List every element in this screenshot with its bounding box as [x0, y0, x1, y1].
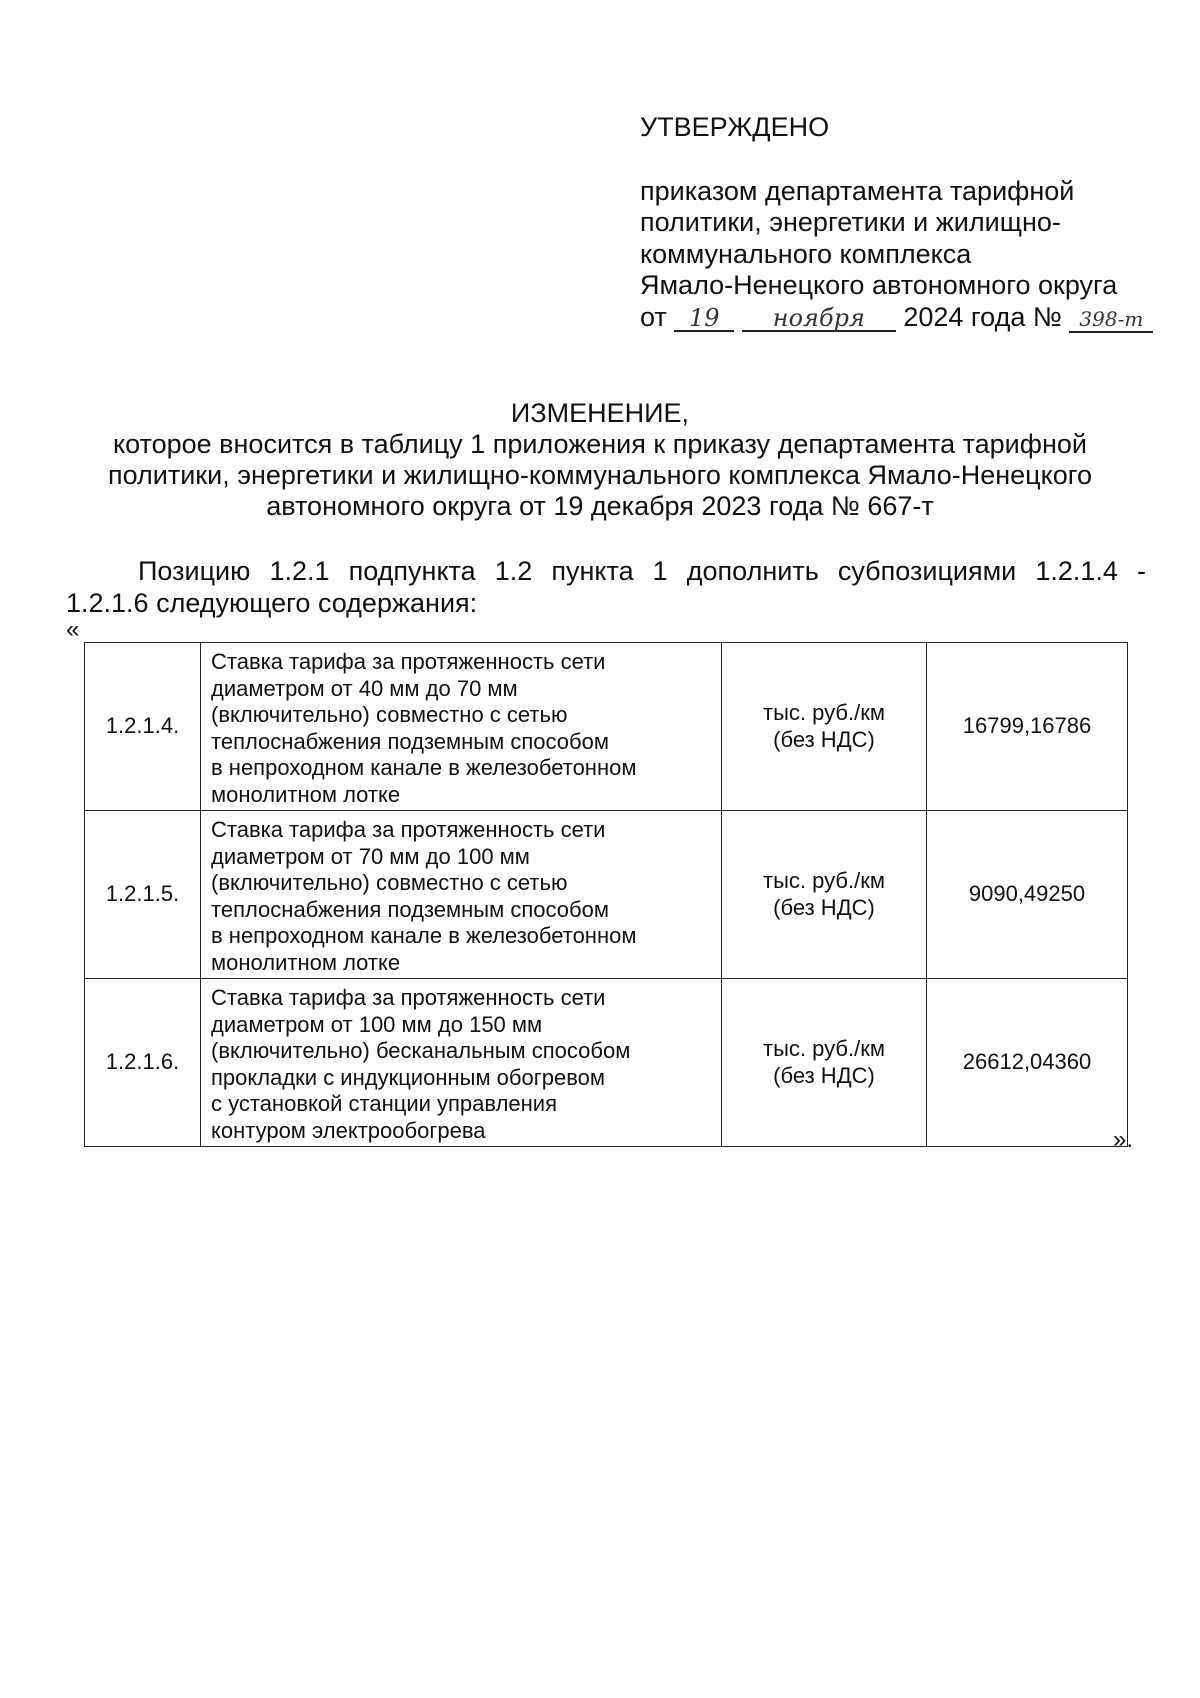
description-line: монолитном лотке: [211, 781, 401, 807]
description-line: теплоснабжения подземным способом: [211, 896, 609, 922]
unit-line: тыс. руб./км: [763, 868, 885, 893]
title-main: ИЗМЕНЕНИЕ,: [510, 398, 690, 428]
unit-line: (без НДС): [773, 1062, 875, 1088]
year-text: 2024 года №: [903, 301, 1062, 332]
approval-heading: УТВЕРЖДЕНО: [640, 112, 830, 142]
position-description: [201, 643, 722, 811]
intro-line-1: Позицию 1.2.1 подпункта 1.2 пункта 1 дополнить субпозициями 1.2.1.4 -: [138, 556, 1146, 586]
table-row: [85, 643, 1128, 811]
unit-cell: [722, 979, 927, 1147]
title-line: которое вносится в таблицу 1 приложения к приказу департамента тарифной: [113, 429, 1087, 459]
description-line: контуром электрообогрева: [211, 1117, 486, 1143]
description-line: диаметром от 40 мм до 70 мм: [211, 675, 518, 701]
opening-quote: «: [66, 616, 80, 643]
tariff-value: 9090,49250: [927, 811, 1128, 979]
description-line: (включительно) бесканальным способом: [211, 1038, 631, 1063]
unit-line: тыс. руб./км: [763, 700, 885, 725]
unit-cell: [722, 643, 927, 811]
unit-line: (без НДС): [773, 726, 875, 752]
unit-cell: [722, 811, 927, 979]
unit-line: (без НДС): [773, 894, 875, 920]
title-line: автономного округа от 19 декабря 2023 года № 667-т: [266, 491, 934, 521]
description-line: с установкой станции управления: [211, 1091, 558, 1116]
approval-line: политики, энергетики и жилищно-: [640, 207, 1061, 237]
description-line: прокладки с индукционным обогревом: [211, 1064, 606, 1090]
approval-line: приказом департамента тарифной: [640, 175, 1075, 206]
handwritten-month: ноября: [742, 306, 896, 332]
closing-quote: ».: [1113, 1126, 1134, 1153]
tariff-value: 26612,04360: [927, 979, 1128, 1147]
description-line: теплоснабжения подземным способом: [211, 728, 609, 754]
position-description: [201, 979, 722, 1147]
table-row: [85, 811, 1128, 979]
position-description: [201, 811, 722, 979]
description-line: Ставка тарифа за протяженность сети: [211, 649, 606, 674]
position-number: 1.2.1.4.: [85, 643, 201, 811]
handwritten-order-number: 398-т: [1069, 307, 1153, 333]
unit-line: тыс. руб./км: [763, 1036, 885, 1061]
document-title: [60, 398, 1140, 522]
title-line: политики, энергетики и жилищно-коммунального комплекса Ямало-Ненецкого: [107, 460, 1093, 490]
position-number: 1.2.1.5.: [85, 811, 201, 979]
description-line: монолитном лотке: [211, 949, 401, 975]
tariff-value: 16799,16786: [927, 643, 1128, 811]
date-prefix: от: [640, 301, 667, 332]
description-line: (включительно) совместно с сетью: [211, 870, 568, 895]
table-row: [85, 979, 1128, 1147]
description-line: диаметром от 100 мм до 150 мм: [211, 1011, 543, 1037]
approval-line: Ямало-Ненецкого автономного округа: [640, 270, 1118, 300]
approval-date-line: [640, 302, 1160, 334]
intro-line-2: 1.2.1.6 следующего содержания:: [66, 588, 478, 618]
approval-block: [640, 112, 1160, 333]
approval-line: коммунального комплекса: [640, 238, 972, 269]
description-line: в непроходном канале в железобетонном: [211, 923, 637, 948]
position-number: 1.2.1.6.: [85, 979, 201, 1147]
tariff-table: [84, 642, 1128, 1147]
description-line: (включительно) совместно с сетью: [211, 702, 568, 727]
description-line: Ставка тарифа за протяженность сети: [211, 985, 606, 1010]
description-line: в непроходном канале в железобетонном: [211, 755, 637, 780]
description-line: Ставка тарифа за протяженность сети: [211, 817, 606, 842]
intro-paragraph: [66, 555, 1146, 619]
description-line: диаметром от 70 мм до 100 мм: [211, 843, 530, 869]
handwritten-day: 19: [674, 306, 734, 332]
